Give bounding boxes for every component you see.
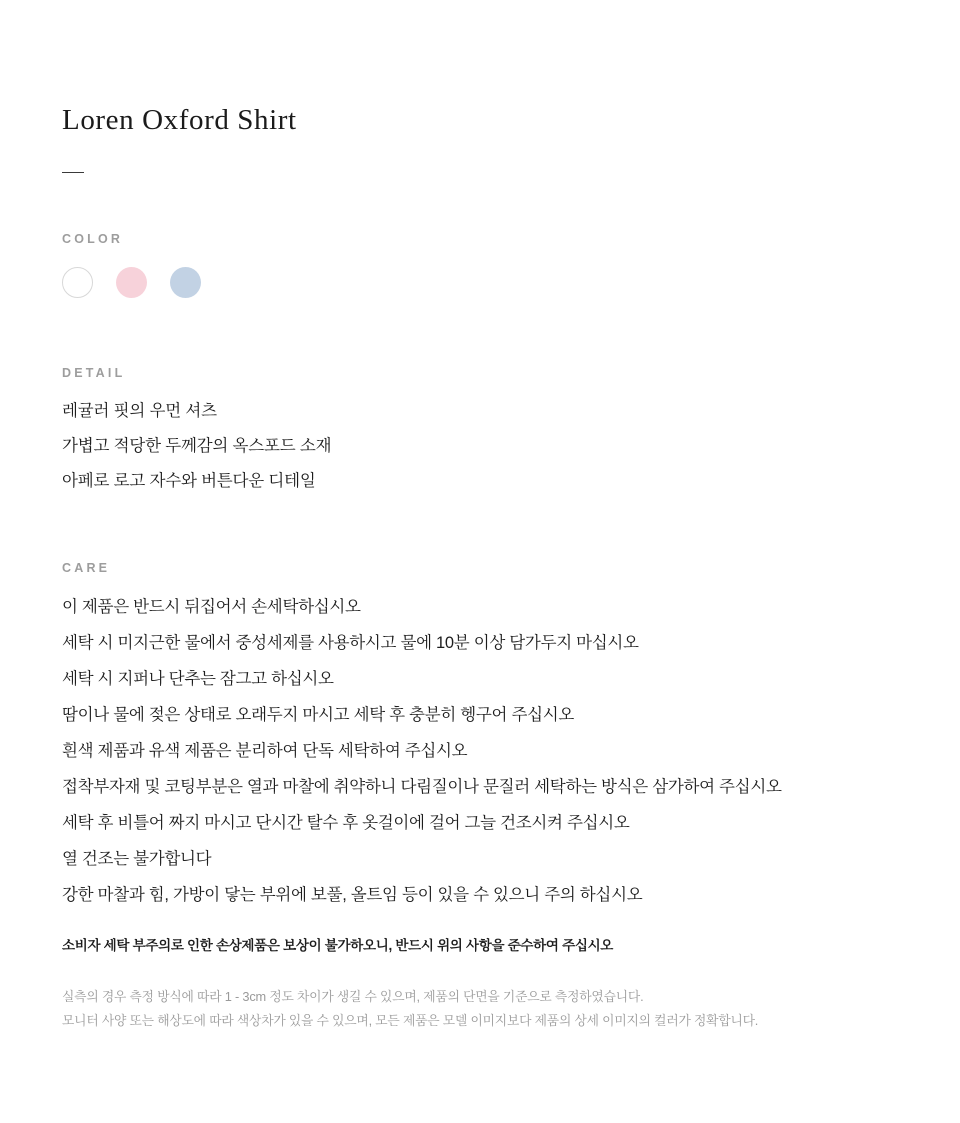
color-section <box>62 232 898 298</box>
care-line: 접착부자재 및 코팅부분은 열과 마찰에 취약하니 다림질이나 문질러 세탁하는 방식은 삼가하여 주십시오 <box>62 777 782 796</box>
color-section-label: COLOR <box>62 231 124 246</box>
footnotes-section <box>62 985 898 1123</box>
care-line: 세탁 시 미지근한 물에서 중성세제를 사용하시고 물에 10분 이상 담가두지 마십시오 <box>62 633 639 652</box>
care-section <box>62 561 898 954</box>
care-line: 땀이나 물에 젖은 상태로 오래두지 마시고 세탁 후 충분히 헹구어 주십시오 <box>62 705 575 724</box>
care-line: 이 제품은 반드시 뒤집어서 손세탁하십시오 <box>62 597 361 616</box>
footnote-measurement: 실측의 경우 측정 방식에 따라 1 - 3cm 정도 차이가 생길 수 있으며, 제품의 단면을 기준으로 측정하였습니다. <box>62 988 644 1004</box>
detail-section-label: DETAIL <box>62 365 126 380</box>
color-swatch-light-blue[interactable] <box>170 267 201 298</box>
color-swatch-list <box>62 267 898 298</box>
detail-line: 가볍고 적당한 두께감의 옥스포드 소재 <box>62 436 332 455</box>
care-line: 열 건조는 불가합니다 <box>62 849 212 868</box>
care-section-label: CARE <box>62 560 111 575</box>
care-line: 세탁 후 비틀어 짜지 마시고 단시간 탈수 후 옷걸이에 걸어 그늘 건조시켜 주십시오 <box>62 813 630 832</box>
detail-line: 레귤러 핏의 우먼 셔츠 <box>62 401 217 420</box>
title-divider <box>62 172 84 173</box>
care-line: 흰색 제품과 유색 제품은 분리하여 단독 세탁하여 주십시오 <box>62 741 468 760</box>
detail-line-list <box>62 394 898 499</box>
page-title: Loren Oxford Shirt <box>62 104 297 136</box>
care-line-list <box>62 589 898 913</box>
care-line: 강한 마찰과 힘, 가방이 닿는 부위에 보풀, 올트임 등이 있을 수 있으니 주의 하십시오 <box>62 885 643 904</box>
detail-section <box>62 366 898 499</box>
detail-line: 아페로 로고 자수와 버튼다운 디테일 <box>62 471 316 490</box>
color-swatch-pink[interactable] <box>116 267 147 298</box>
care-line: 세탁 시 지퍼나 단추는 잠그고 하십시오 <box>62 669 334 688</box>
footnote-color-accuracy: 모니터 사양 또는 해상도에 따라 색상차가 있을 수 있으며, 모든 제품은 모델 이미지보다 제품의 상세 이미지의 컬러가 정확합니다. <box>62 1012 759 1028</box>
color-swatch-white[interactable] <box>62 267 93 298</box>
care-warning-note: 소비자 세탁 부주의로 인한 손상제품은 보상이 불가하오니, 반드시 위의 사항을 준수하여 주십시오 <box>62 937 614 953</box>
